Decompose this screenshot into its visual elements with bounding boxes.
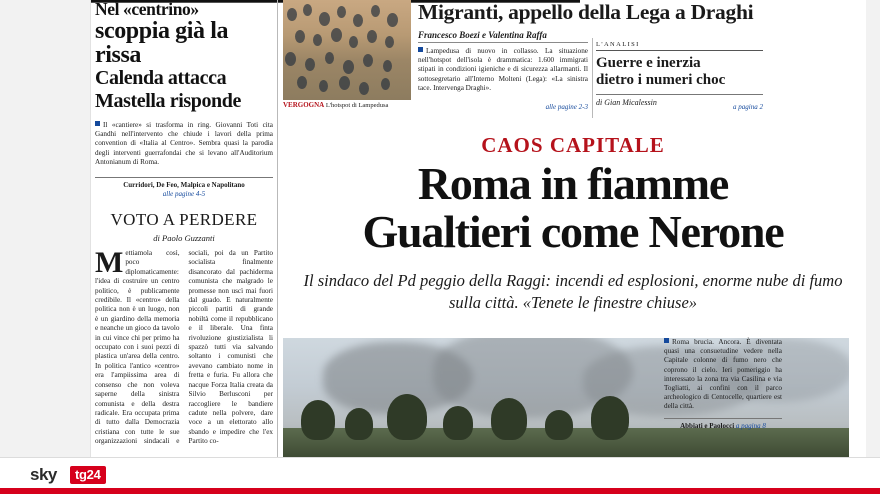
left-column-summary: Il «cantiere» si trasforma in ring. Giovanni Toti cita Gandhi nell'intervento che chiude i lavori della prima convention di «Italia al Centro». Sembra quasi la parodia degli interventi guerrafondai che si levano all'Auditorium Antonianum di Roma.: [95, 121, 273, 166]
editorial-author: di Paolo Guzzanti: [153, 233, 215, 244]
editorial-dropcap: M: [95, 246, 124, 280]
headline-line-4: Mastella risponde: [95, 90, 241, 112]
lampedusa-hotspot-photo: [283, 0, 411, 100]
editorial-title: VOTO A PERDERE: [110, 210, 258, 230]
tg24-badge: tg24: [70, 466, 106, 484]
photo-caption-text: L'hotspot di Lampedusa: [325, 102, 389, 109]
main-headline-line-1: Roma in fiamme: [417, 158, 729, 209]
main-story-kicker: CAOS CAPITALE: [481, 133, 665, 157]
main-story-credit-authors: Abbiati e Paolocci: [680, 421, 735, 430]
main-story-headline: [283, 160, 863, 256]
main-story-side-column: [664, 338, 782, 430]
left-column-pages: alle pagine 4-5: [162, 190, 206, 199]
left-column-article: [95, 0, 273, 446]
migranti-headline: Migranti, appello della Lega a Draghi: [418, 0, 754, 24]
analisi-title-line-2: dietro i numeri choc: [596, 72, 726, 88]
headline-line-2: scoppia già la rissa: [95, 18, 229, 68]
analisi-page: a pagina 2: [733, 103, 763, 111]
editorial-body: ettiamola così, poco diplomaticamente: l'idea di costruire un centro politico, è publicamente credibile. Il «centro» della politica non è un luogo, non è un giardino della memoria e neanche un gioco da tavolo in cui vince chi per primo ha occupato con i suoi pezzi di plastica un'area della centro. In politica l'antico «centro» era l'ampiissima area di consenso che non voleva saperne della sinistra comunista e della destra radicale. Era occupata prima di tutto dalla Democrazia cristiana con tutte le sue organizzazioni sindacali e sociali, poi da un Partito socialista finalmente disancorato dal pachiderma comunista che malgrado le promesse non uscì mai fuori dal guado. E naturalmente piccoli partiti di grande nobiltà come il repubblicano e il liberale. Una finta rivoluzione giustizialista li spazzò tutti via salvando soltanto i comunisti che avevano cambiato nome in fretta e furia. Fu allora che nacque Forza Italia creata da Silvio Berlusconi per raccogliere le bandiere cadute nella polvere, dare voce a un elettorato allo sbando e impedire che l'ex Partito co-: [95, 249, 273, 446]
migranti-authors: Francesco Boezi e Valentina Raffa: [418, 30, 547, 40]
analisi-author: di Gian Micalessin: [596, 94, 763, 107]
page-edge-right: [866, 0, 880, 458]
page-edge-left: [0, 0, 91, 458]
left-column-credit: Curridori, De Feo, Malpica e Napolitano: [95, 177, 273, 189]
analisi-kicker: L'ANALISI: [596, 41, 763, 51]
headline-line-3: Calenda attacca: [95, 67, 227, 89]
main-story-subhead: Il sindaco del Pd peggio della Raggi: incendi ed esplosioni, enorme nube di fumo sulla città. «Tenete le finestre chiuse»: [303, 271, 843, 312]
main-headline-line-2: Gualtieri come Nerone: [362, 206, 784, 257]
photo-caption-label: VERGOGNA: [283, 101, 325, 109]
migranti-pages: alle pagine 2-3: [545, 103, 588, 111]
analisi-title-line-1: Guerre e inerzia: [596, 55, 701, 71]
photo-caption: [283, 101, 411, 110]
main-story-credit-page: a pagina 8: [735, 421, 766, 430]
column-rule-2: [592, 38, 593, 118]
sky-logo: sky: [30, 465, 57, 484]
main-story-credit: [664, 418, 782, 430]
main-story-side-body: Roma brucia. Ancora. È diventata quasi una consuetudine vedere nella Capitale colonne di fumo nero che coprono il cielo. Ieri pomeriggio ha interessato la zona tra via Casilina e via Togliatti, ai confini con il parco archeologico di Centocelle, quartiere est della città.: [664, 338, 782, 411]
top-hairline: [418, 42, 588, 43]
migranti-body: Lampedusa di nuovo in collasso. La situazione nell'hotspot dell'isola è drammatica: 1.600 immigrati stipati in condizioni igieniche e di sicurezza allarmanti. Il sottosegretario all'Interno Molteni (Lega): «La sinistra tace. Intervenga Draghi».: [418, 47, 588, 92]
left-column-headline: [95, 0, 273, 113]
analisi-box: [596, 41, 763, 111]
broadcast-accent-strip: [0, 488, 880, 494]
headline-line-1: Nel «centrino»: [95, 0, 199, 19]
photo-crowd-shapes: [283, 0, 411, 100]
column-rule-1: [277, 0, 278, 458]
